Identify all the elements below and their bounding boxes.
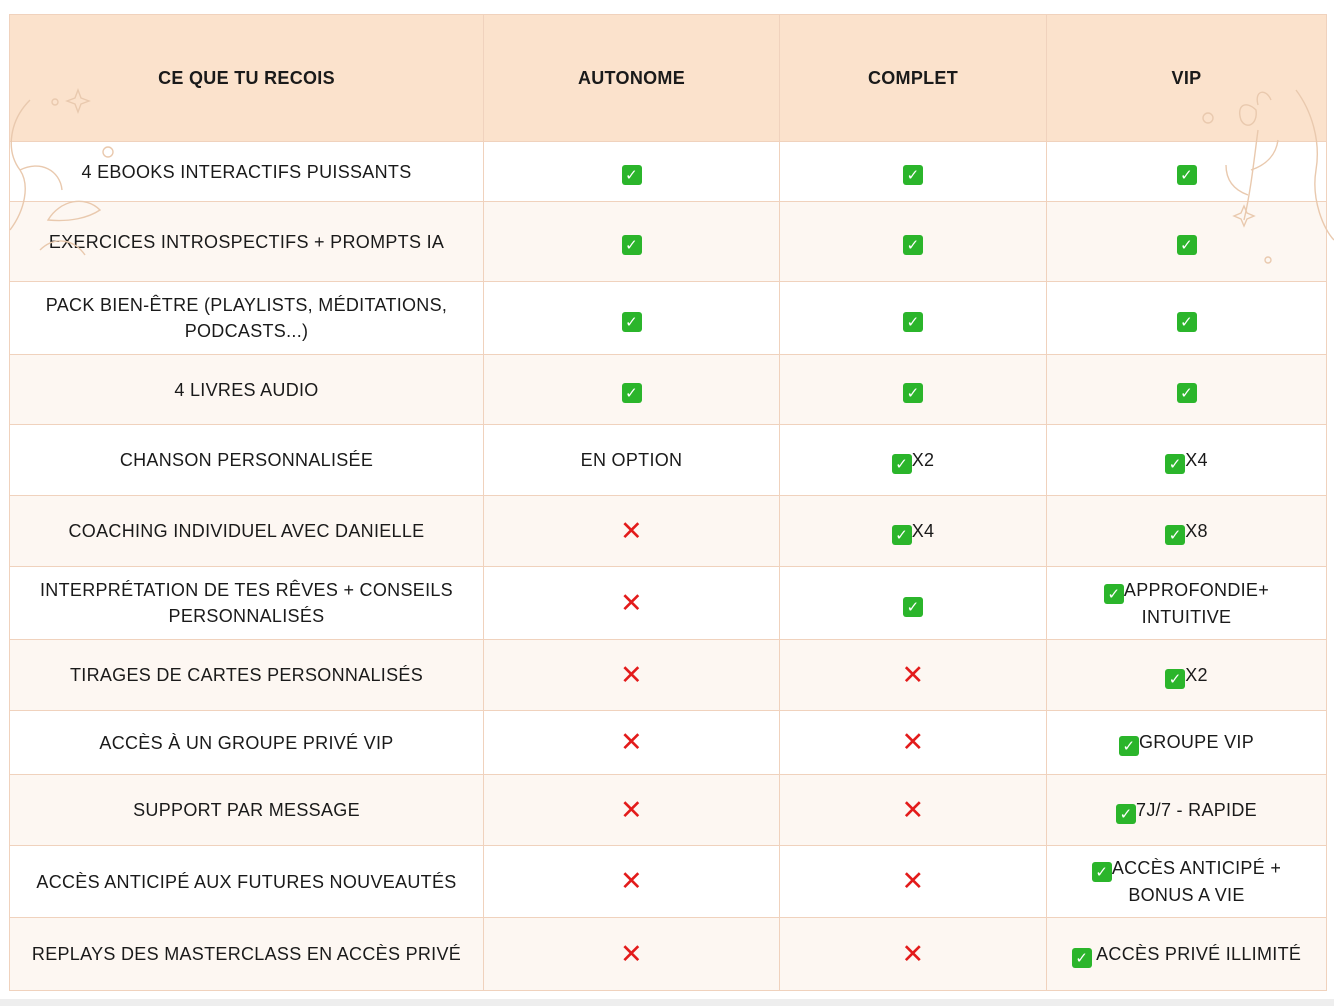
check-icon: ✓ bbox=[1177, 383, 1197, 403]
table-body bbox=[10, 142, 1327, 991]
cross-icon: ✕ bbox=[901, 659, 925, 691]
complet-cell-text: X2 bbox=[911, 449, 935, 470]
complet-cell bbox=[780, 567, 1047, 640]
autonome-cell bbox=[484, 355, 780, 425]
autonome-cell bbox=[484, 711, 780, 775]
table-row bbox=[10, 496, 1327, 567]
table-row bbox=[10, 775, 1327, 846]
feature-cell: TIRAGES DE CARTES PERSONNALISÉS bbox=[10, 640, 484, 711]
check-icon: ✓ bbox=[1165, 669, 1185, 689]
check-icon: ✓ bbox=[1177, 312, 1197, 332]
autonome-cell bbox=[484, 496, 780, 567]
autonome-cell bbox=[484, 142, 780, 202]
autonome-cell bbox=[484, 775, 780, 846]
cross-icon: ✕ bbox=[620, 794, 643, 826]
check-icon: ✓ bbox=[892, 454, 912, 474]
comparison-table bbox=[9, 14, 1327, 991]
complet-cell bbox=[780, 918, 1047, 991]
autonome-cell bbox=[484, 640, 780, 711]
feature-cell: ACCÈS ANTICIPÉ AUX FUTURES NOUVEAUTÉS bbox=[10, 846, 484, 918]
complet-cell bbox=[780, 355, 1047, 425]
complet-cell-text: X4 bbox=[911, 520, 935, 541]
vip-cell bbox=[1047, 846, 1327, 918]
vip-cell bbox=[1047, 425, 1327, 496]
check-icon: ✓ bbox=[903, 312, 923, 332]
vip-cell-text: X2 bbox=[1185, 664, 1208, 685]
autonome-cell bbox=[484, 425, 780, 496]
vip-cell-text: X4 bbox=[1185, 449, 1208, 470]
vip-cell bbox=[1047, 496, 1327, 567]
complet-cell bbox=[780, 142, 1047, 202]
vip-cell bbox=[1047, 282, 1327, 355]
autonome-cell bbox=[484, 567, 780, 640]
complet-cell bbox=[780, 282, 1047, 355]
cross-icon: ✕ bbox=[620, 659, 643, 691]
vip-cell bbox=[1047, 640, 1327, 711]
complet-cell bbox=[780, 202, 1047, 282]
complet-cell bbox=[780, 425, 1047, 496]
check-icon: ✓ bbox=[622, 312, 642, 332]
table-row bbox=[10, 202, 1327, 282]
check-icon: ✓ bbox=[1177, 165, 1197, 185]
autonome-cell-text: EN OPTION bbox=[580, 450, 683, 470]
table-row bbox=[10, 711, 1327, 775]
table-row bbox=[10, 640, 1327, 711]
table-row bbox=[10, 846, 1327, 918]
feature-cell: EXERCICES INTROSPECTIFS + PROMPTS IA bbox=[10, 202, 484, 282]
check-icon: ✓ bbox=[1119, 736, 1139, 756]
check-icon: ✓ bbox=[903, 235, 923, 255]
check-icon: ✓ bbox=[1104, 584, 1124, 604]
vip-cell-text: 7J/7 - RAPIDE bbox=[1136, 799, 1257, 820]
table-row bbox=[10, 355, 1327, 425]
table-row bbox=[10, 282, 1327, 355]
complet-cell bbox=[780, 711, 1047, 775]
table-header-row bbox=[10, 15, 1327, 142]
check-icon: ✓ bbox=[622, 235, 642, 255]
cross-icon: ✕ bbox=[901, 938, 925, 970]
complet-cell bbox=[780, 846, 1047, 918]
check-icon: ✓ bbox=[903, 383, 923, 403]
vip-cell bbox=[1047, 567, 1327, 640]
cross-icon: ✕ bbox=[901, 727, 925, 758]
vip-cell-text: X8 bbox=[1185, 520, 1208, 541]
feature-cell: PACK BIEN-ÊTRE (PLAYLISTS, MÉDITATIONS, PODCASTS...) bbox=[10, 282, 484, 355]
check-icon: ✓ bbox=[1165, 525, 1185, 545]
vip-cell-text: ACCÈS PRIVÉ ILLIMITÉ bbox=[1091, 943, 1302, 964]
feature-cell: CHANSON PERSONNALISÉE bbox=[10, 425, 484, 496]
header-complet: COMPLET bbox=[780, 15, 1047, 142]
complet-cell bbox=[780, 640, 1047, 711]
vip-cell bbox=[1047, 355, 1327, 425]
vip-cell-text: ACCÈS ANTICIPÉ + BONUS A VIE bbox=[1111, 858, 1282, 905]
check-icon: ✓ bbox=[903, 165, 923, 185]
cross-icon: ✕ bbox=[620, 587, 643, 619]
header-feature: CE QUE TU RECOIS bbox=[10, 15, 484, 142]
vip-cell bbox=[1047, 775, 1327, 846]
check-icon: ✓ bbox=[622, 165, 642, 185]
table-row bbox=[10, 567, 1327, 640]
autonome-cell bbox=[484, 202, 780, 282]
vip-cell bbox=[1047, 202, 1327, 282]
feature-cell: COACHING INDIVIDUEL AVEC DANIELLE bbox=[10, 496, 484, 567]
cross-icon: ✕ bbox=[901, 866, 925, 897]
header-autonome: AUTONOME bbox=[484, 15, 780, 142]
table-row bbox=[10, 425, 1327, 496]
cross-icon: ✕ bbox=[620, 515, 643, 547]
complet-cell bbox=[780, 775, 1047, 846]
vip-cell-text: GROUPE VIP bbox=[1138, 732, 1255, 752]
check-icon: ✓ bbox=[1116, 804, 1136, 824]
cross-icon: ✕ bbox=[901, 794, 925, 826]
check-icon: ✓ bbox=[1072, 948, 1092, 968]
check-icon: ✓ bbox=[1177, 235, 1197, 255]
vip-cell bbox=[1047, 142, 1327, 202]
check-icon: ✓ bbox=[622, 383, 642, 403]
cross-icon: ✕ bbox=[620, 866, 643, 897]
table-row bbox=[10, 142, 1327, 202]
cross-icon: ✕ bbox=[620, 938, 643, 970]
autonome-cell bbox=[484, 846, 780, 918]
table-row bbox=[10, 918, 1327, 991]
feature-cell: ACCÈS À UN GROUPE PRIVÉ VIP bbox=[10, 711, 484, 775]
feature-cell: INTERPRÉTATION DE TES RÊVES + CONSEILS PERSONNALISÉS bbox=[10, 567, 484, 640]
check-icon: ✓ bbox=[1092, 862, 1112, 882]
vip-cell-text: APPROFONDIE+ INTUITIVE bbox=[1123, 579, 1270, 627]
feature-cell: REPLAYS DES MASTERCLASS EN ACCÈS PRIVÉ bbox=[10, 918, 484, 991]
feature-cell: SUPPORT PAR MESSAGE bbox=[10, 775, 484, 846]
check-icon: ✓ bbox=[892, 525, 912, 545]
header-vip: VIP bbox=[1047, 15, 1327, 142]
feature-cell: 4 EBOOKS INTERACTIFS PUISSANTS bbox=[10, 142, 484, 202]
vip-cell bbox=[1047, 918, 1327, 991]
feature-cell: 4 LIVRES AUDIO bbox=[10, 355, 484, 425]
vip-cell bbox=[1047, 711, 1327, 775]
check-icon: ✓ bbox=[903, 597, 923, 617]
complet-cell bbox=[780, 496, 1047, 567]
cross-icon: ✕ bbox=[620, 727, 643, 758]
check-icon: ✓ bbox=[1165, 454, 1185, 474]
autonome-cell bbox=[484, 918, 780, 991]
autonome-cell bbox=[484, 282, 780, 355]
